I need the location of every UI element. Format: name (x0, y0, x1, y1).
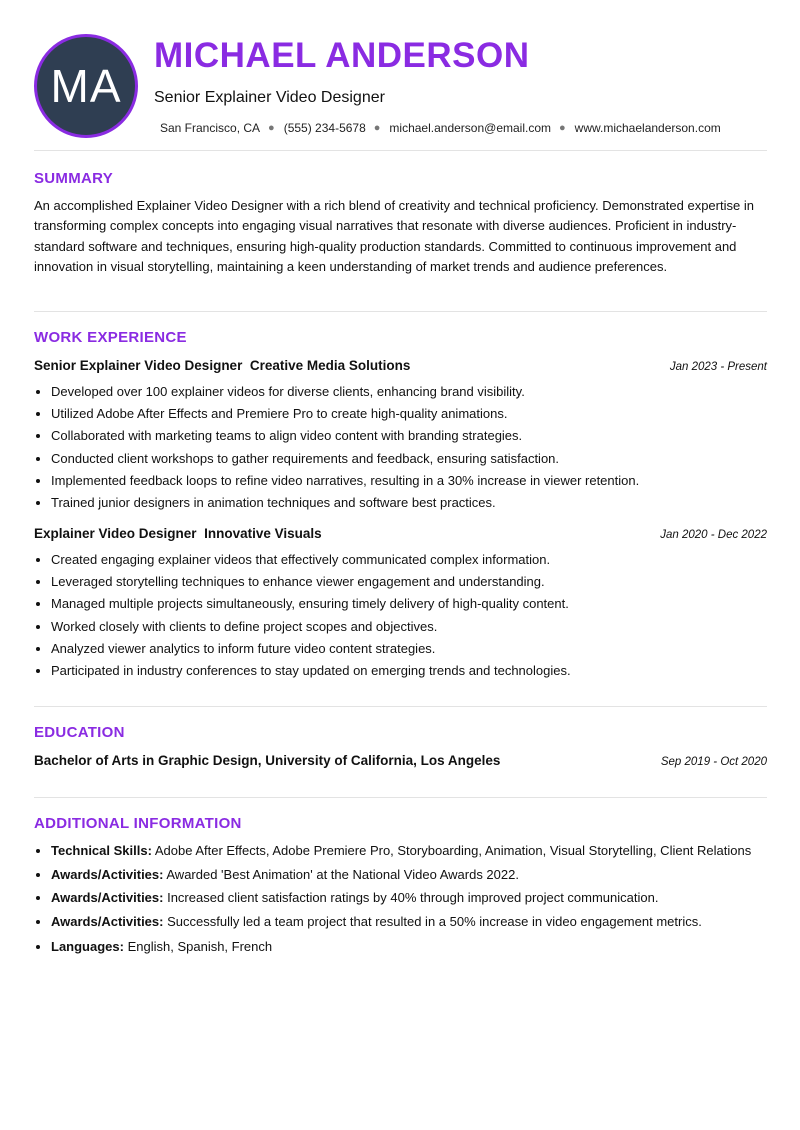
avatar (34, 34, 138, 138)
summary-heading: SUMMARY (34, 170, 114, 187)
summary-text: An accomplished Explainer Video Designer with a rich blend of creativity and technical proficiency. Demonstrated expertise in transforming complex concepts into engaging visual narratives that resonate with diverse audiences. Proficient in industry-standard software and techniques, ensuring high-quality production standards. Committed to continuous improvement and innovation in visual storytelling, maintaining a keen understanding of market trends and audience preferences. (34, 198, 754, 274)
job-header (34, 526, 767, 541)
list-item: • Trained junior designers in animation techniques and software best practices. (51, 492, 784, 514)
job-role-company: Explainer Video Designer Innovative Visuals (34, 526, 322, 541)
education-heading: EDUCATION (34, 724, 125, 741)
list-item: • Utilized Adobe After Effects and Premiere Pro to create high-quality animations. (51, 403, 784, 425)
additional-list (34, 839, 791, 959)
list-item: • Technical Skills: Adobe After Effects, Adobe Premiere Pro, Storyboarding, Animation, Visual Storytelling, Client Relations (51, 839, 791, 863)
list-item: • Leveraged storytelling techniques to enhance viewer engagement and understanding. (51, 571, 784, 593)
contact-phone[interactable]: (555) 234-5678 (283, 121, 366, 135)
list-item: • Participated in industry conferences to stay updated on emerging trends and technologies. (51, 660, 784, 682)
candidate-title: Senior Explainer Video Designer (154, 89, 385, 106)
education-dates: Sep 2019 - Oct 2020 (660, 756, 767, 768)
separator-dot: ● (559, 122, 566, 134)
separator-dot: ● (373, 122, 381, 134)
education-degree: Bachelor of Arts in Graphic Design, University of California, Los Angeles (34, 753, 501, 768)
list-item: • Awards/Activities: Awarded 'Best Animation' at the National Video Awards 2022. (51, 863, 791, 887)
list-item: • Worked closely with clients to define project scopes and objectives. (51, 616, 784, 638)
job-bullets (34, 381, 784, 514)
divider (34, 150, 767, 151)
divider (34, 797, 767, 798)
list-item: • Managed multiple projects simultaneously, ensuring timely delivery of high-quality content. (51, 593, 784, 615)
list-item: • Collaborated with marketing teams to align video content with branding strategies. (51, 425, 784, 447)
separator-dot: ● (268, 122, 275, 134)
job-bullets (34, 549, 784, 682)
education-entry (34, 753, 767, 768)
list-item: • Languages: English, Spanish, French (51, 935, 791, 959)
contact-location: San Francisco, CA (160, 121, 261, 135)
candidate-name: MICHAEL ANDERSON (154, 36, 530, 75)
list-item: • Awards/Activities: Successfully led a team project that resulted in a 50% increase in video engagement metrics. (51, 910, 791, 934)
divider (34, 706, 767, 707)
contact-website[interactable]: www.michaelanderson.com (574, 121, 721, 135)
list-item: • Created engaging explainer videos that effectively communicated complex information. (51, 549, 784, 571)
contact-email[interactable]: michael.anderson@email.com (389, 121, 552, 135)
job-header (34, 358, 767, 373)
list-item: • Analyzed viewer analytics to inform future video content strategies. (51, 638, 784, 660)
list-item: • Conducted client workshops to gather requirements and feedback, ensuring satisfaction. (51, 448, 784, 470)
experience-heading: WORK EXPERIENCE (34, 329, 187, 346)
contact-bar (160, 121, 721, 135)
list-item: • Developed over 100 explainer videos for diverse clients, enhancing brand visibility. (51, 381, 784, 403)
avatar-initials: MA (50, 60, 122, 112)
additional-heading: ADDITIONAL INFORMATION (34, 815, 242, 832)
job-dates: Jan 2020 - Dec 2022 (660, 529, 767, 541)
list-item: • Awards/Activities: Increased client satisfaction ratings by 40% through improved project communication. (51, 886, 791, 910)
job-role-company: Senior Explainer Video Designer Creative Media Solutions (34, 358, 411, 373)
divider (34, 311, 767, 312)
list-item: • Implemented feedback loops to refine video narratives, resulting in a 30% increase in viewer retention. (51, 470, 784, 492)
job-dates: Jan 2023 - Present (669, 361, 767, 373)
